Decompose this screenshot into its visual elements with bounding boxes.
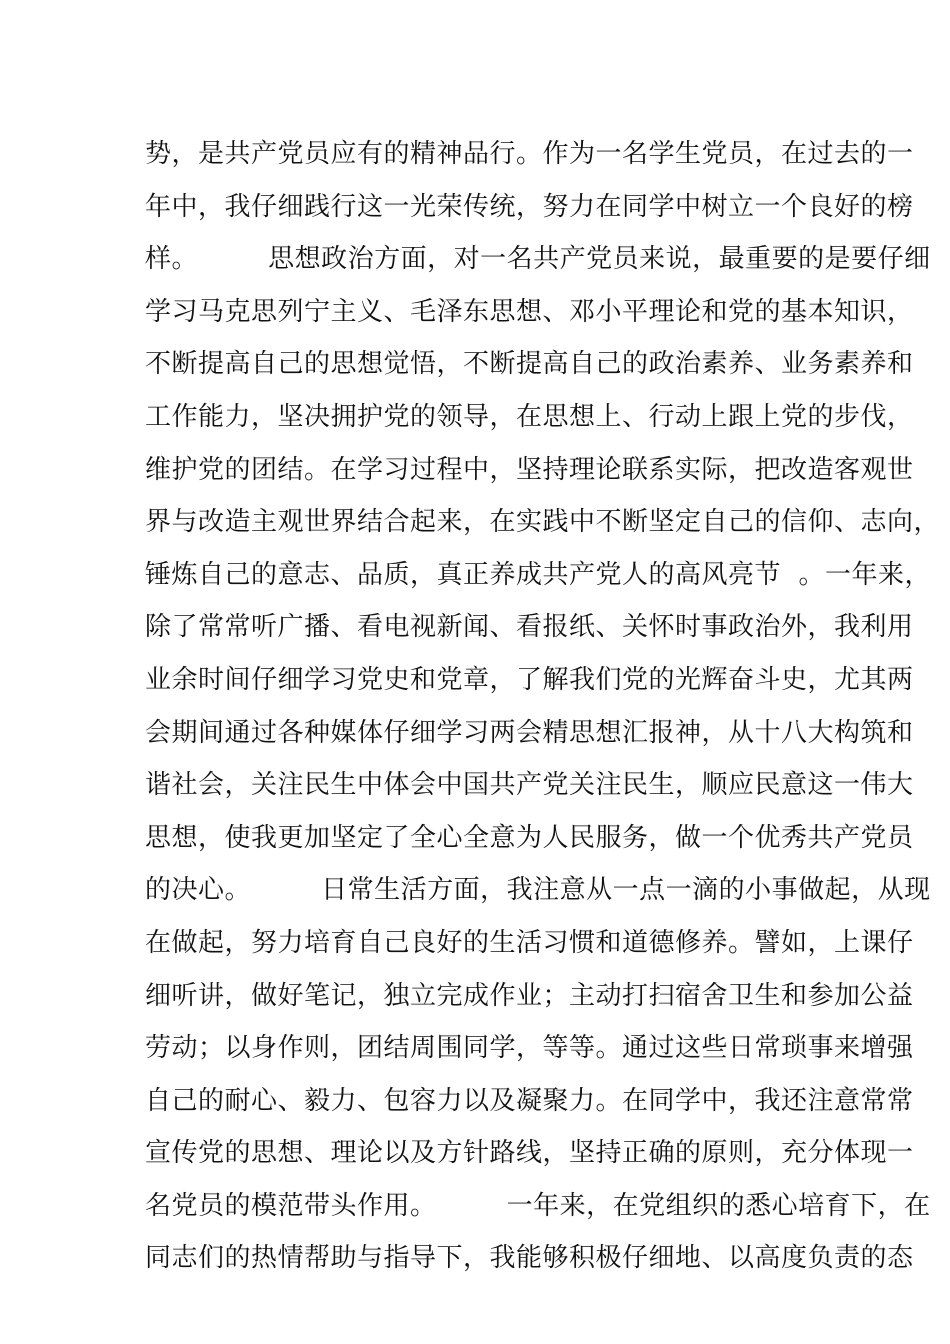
text-line-5: 不断提高自己的思想觉悟，不断提高自己的政治素养、业务素养和 (145, 349, 914, 380)
text-line-22: 同志们的热情帮助与指导下，我能够积极仔细地、以高度负责的态 (145, 1243, 914, 1274)
text-line-8: 界与改造主观世界结合起来，在实践中不断坚定自己的信仰、志向， (145, 507, 941, 538)
text-line-3: 样。 思想政治方面，对一名共产党员来说，最重要的是要仔细 (145, 244, 931, 275)
text-line-1: 势，是共产党员应有的精神品行。作为一名学生党员，在过去的一 (145, 139, 914, 169)
text-line-4: 学习马克思列宁主义、毛泽东思想、邓小平理论和党的基本知识， (145, 296, 914, 327)
body-text (145, 128, 941, 1285)
text-line-16: 在做起，努力培育自己良好的生活习惯和道德修养。譬如，上课仔 (145, 927, 914, 958)
text-line-11: 业余时间仔细学习党史和党章，了解我们党的光辉奋斗史，尤其两 (145, 664, 914, 695)
text-line-19: 自己的耐心、毅力、包容力以及凝聚力。在同学中，我还注意常常 (145, 1085, 914, 1116)
text-line-21: 名党员的模范带头作用。 一年来，在党组织的悉心培育下，在 (145, 1190, 931, 1221)
text-line-15: 的决心。 日常生活方面，我注意从一点一滴的小事做起，从现 (145, 875, 931, 906)
text-line-2: 年中，我仔细践行这一光荣传统，努力在同学中树立一个良好的榜 (145, 191, 914, 222)
text-line-20: 宣传党的思想、理论以及方针路线，坚持正确的原则，充分体现一 (145, 1138, 914, 1169)
text-line-6: 工作能力，坚决拥护党的领导，在思想上、行动上跟上党的步伐， (145, 401, 914, 432)
text-line-9: 锤炼自己的意志、品质，真正养成共产党人的高风亮节 。一年来， (145, 559, 932, 590)
text-line-17: 细听讲，做好笔记，独立完成作业；主动打扫宿舍卫生和参加公益 (145, 980, 914, 1011)
text-line-18: 劳动；以身作则，团结周围同学，等等。通过这些日常琐事来增强 (145, 1033, 914, 1064)
text-line-7: 维护党的团结。在学习过程中，坚持理论联系实际，把改造客观世 (145, 454, 914, 485)
text-line-10: 除了常常听广播、看电视新闻、看报纸、关怀时事政治外，我利用 (145, 612, 914, 643)
text-line-13: 谐社会，关注民生中体会中国共产党关注民生，顺应民意这一伟大 (145, 770, 914, 801)
text-line-14: 思想，使我更加坚定了全心全意为人民服务，做一个优秀共产党员 (145, 822, 914, 853)
text-line-12: 会期间通过各种媒体仔细学习两会精思想汇报神，从十八大构筑和 (145, 717, 914, 748)
